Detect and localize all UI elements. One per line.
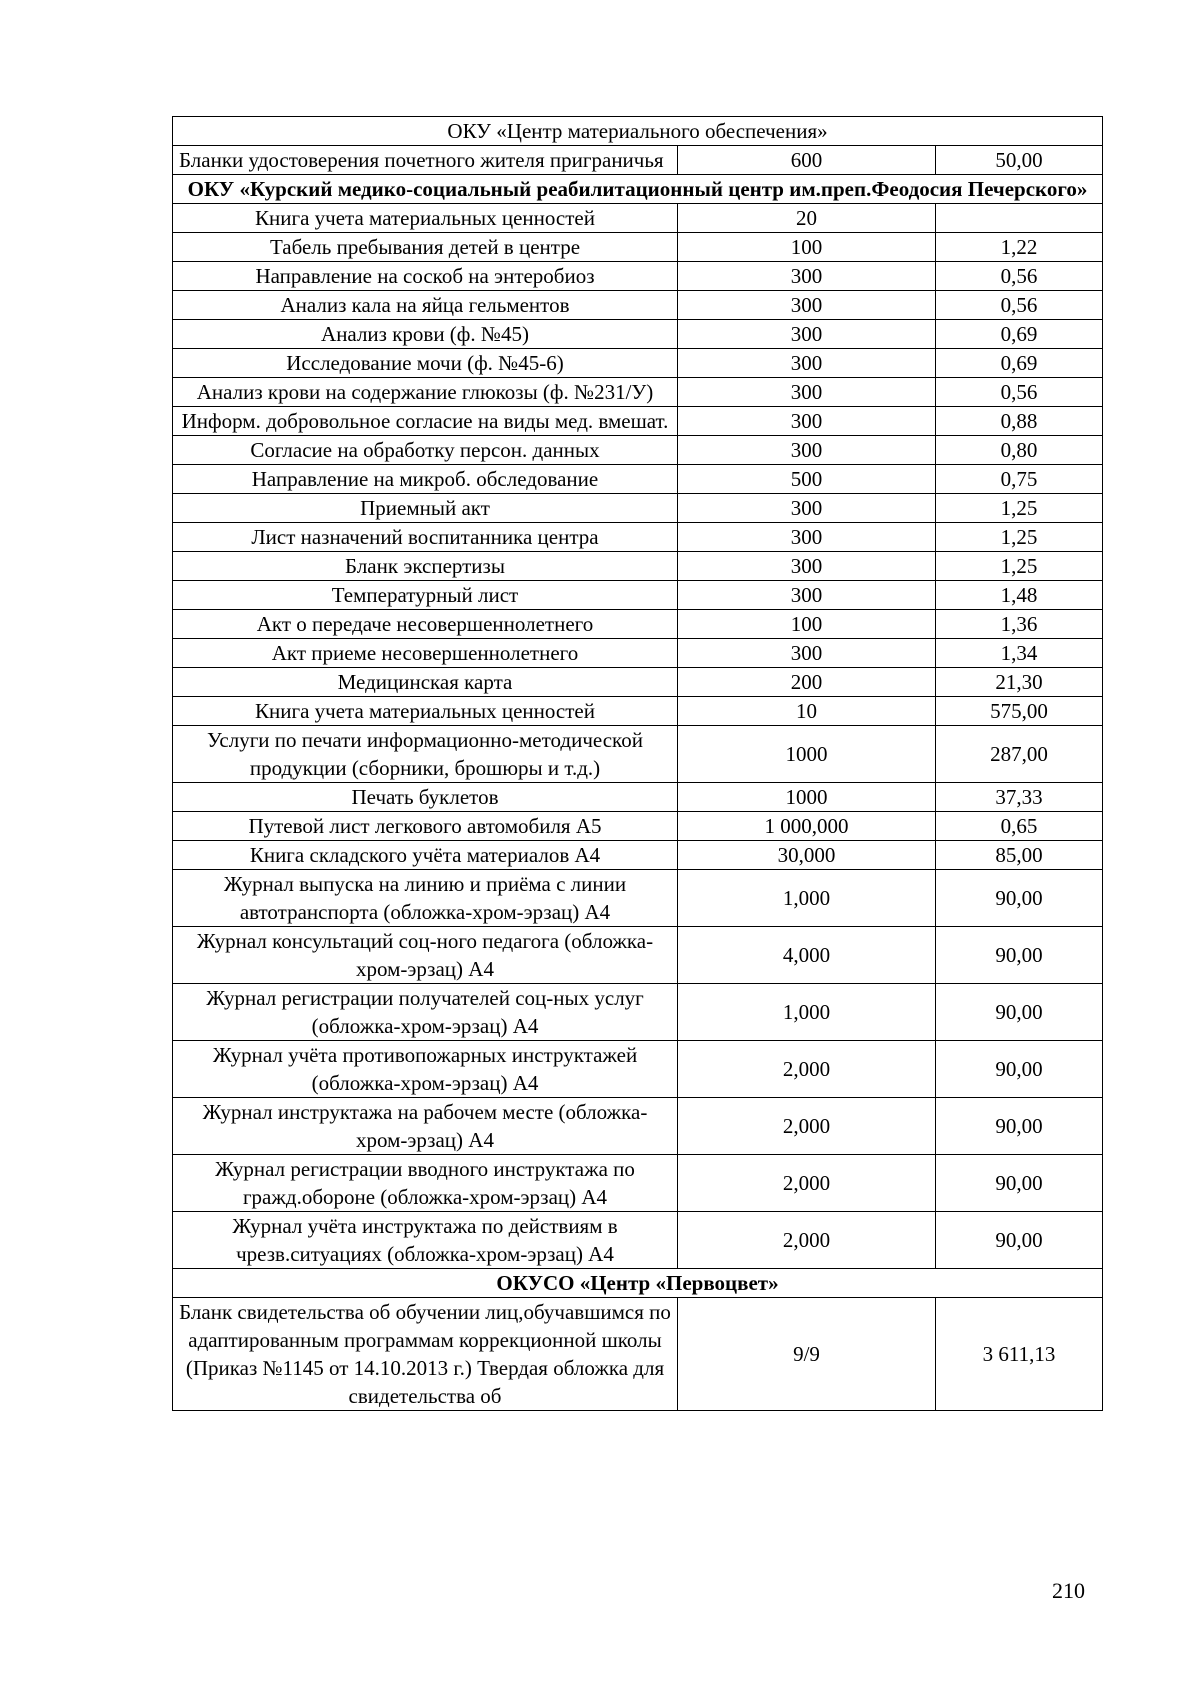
quantity-cell: 10 [678, 697, 936, 726]
item-name-cell: Журнал учёта противопожарных инструктажей (обложка-хром-эрзац) А4 [173, 1041, 678, 1098]
item-name-cell: Анализ крови (ф. №45) [173, 320, 678, 349]
table-row [173, 436, 1103, 465]
item-name-cell: Бланк свидетельства об обучении лиц,обучавшимся по адаптированным программам коррекционной школы (Приказ №1145 от 14.10.2013 г.) Твердая обложка для свидетельства об [173, 1298, 678, 1411]
quantity-cell: 2,000 [678, 1155, 936, 1212]
price-cell: 1,36 [936, 610, 1103, 639]
quantity-cell: 100 [678, 610, 936, 639]
table-row [173, 320, 1103, 349]
section-title: ОКУ «Курский медико-социальный реабилитационный центр им.преп.Феодосия Печерского» [173, 175, 1103, 204]
quantity-cell: 300 [678, 436, 936, 465]
item-name-cell: Температурный лист [173, 581, 678, 610]
price-cell: 90,00 [936, 1041, 1103, 1098]
table-body [173, 117, 1103, 1411]
price-cell: 90,00 [936, 984, 1103, 1041]
item-name-cell: Направление на соскоб на энтеробиоз [173, 262, 678, 291]
table-row [173, 812, 1103, 841]
table-row [173, 1098, 1103, 1155]
price-cell: 1,22 [936, 233, 1103, 262]
price-cell: 0,56 [936, 291, 1103, 320]
price-cell [936, 204, 1103, 233]
item-name-cell: Книга учета материальных ценностей [173, 697, 678, 726]
item-name-cell: Бланки удостоверения почетного жителя приграничья [173, 146, 678, 175]
section-title: ОКУ «Центр материального обеспечения» [173, 117, 1103, 146]
item-name-cell: Услуги по печати информационно-методической продукции (сборники, брошюры и т.д.) [173, 726, 678, 783]
price-cell: 0,56 [936, 378, 1103, 407]
item-name-cell: Бланк экспертизы [173, 552, 678, 581]
table-row [173, 262, 1103, 291]
price-cell: 0,75 [936, 465, 1103, 494]
quantity-cell: 300 [678, 320, 936, 349]
item-name-cell: Табель пребывания детей в центре [173, 233, 678, 262]
price-cell: 90,00 [936, 870, 1103, 927]
table-row [173, 494, 1103, 523]
price-cell: 21,30 [936, 668, 1103, 697]
item-name-cell: Медицинская карта [173, 668, 678, 697]
item-name-cell: Лист назначений воспитанника центра [173, 523, 678, 552]
table-row [173, 697, 1103, 726]
table-row [173, 1041, 1103, 1098]
price-cell: 0,88 [936, 407, 1103, 436]
table-row [173, 349, 1103, 378]
table-row [173, 146, 1103, 175]
item-name-cell: Анализ кала на яйца гельментов [173, 291, 678, 320]
table-row [173, 1155, 1103, 1212]
price-cell: 0,80 [936, 436, 1103, 465]
price-cell: 37,33 [936, 783, 1103, 812]
item-name-cell: Информ. добровольное согласие на виды мед. вмешат. [173, 407, 678, 436]
table-row [173, 870, 1103, 927]
item-name-cell: Журнал учёта инструктажа по действиям в чрезв.ситуациях (обложка-хром-эрзац) А4 [173, 1212, 678, 1269]
item-name-cell: Журнал регистрации вводного инструктажа по гражд.обороне (обложка-хром-эрзац) А4 [173, 1155, 678, 1212]
quantity-cell: 300 [678, 523, 936, 552]
quantity-cell: 200 [678, 668, 936, 697]
item-name-cell: Акт о передаче несовершеннолетнего [173, 610, 678, 639]
item-name-cell: Путевой лист легкового автомобиля А5 [173, 812, 678, 841]
table-row [173, 233, 1103, 262]
price-cell: 90,00 [936, 1155, 1103, 1212]
quantity-cell: 1,000 [678, 870, 936, 927]
table-row [173, 639, 1103, 668]
quantity-cell: 1000 [678, 726, 936, 783]
table-row [173, 1212, 1103, 1269]
price-cell: 3 611,13 [936, 1298, 1103, 1411]
price-cell: 50,00 [936, 146, 1103, 175]
quantity-cell: 100 [678, 233, 936, 262]
table-row [173, 204, 1103, 233]
price-cell: 575,00 [936, 697, 1103, 726]
section-header-row [173, 1269, 1103, 1298]
item-name-cell: Исследование мочи (ф. №45-6) [173, 349, 678, 378]
table-row [173, 841, 1103, 870]
item-name-cell: Анализ крови на содержание глюкозы (ф. №231/У) [173, 378, 678, 407]
table-row [173, 523, 1103, 552]
quantity-cell: 300 [678, 494, 936, 523]
price-cell: 85,00 [936, 841, 1103, 870]
section-header-row [173, 117, 1103, 146]
quantity-cell: 4,000 [678, 927, 936, 984]
quantity-cell: 300 [678, 552, 936, 581]
quantity-cell: 2,000 [678, 1041, 936, 1098]
price-cell: 1,25 [936, 494, 1103, 523]
price-cell: 287,00 [936, 726, 1103, 783]
table-row [173, 726, 1103, 783]
item-name-cell: Книга складского учёта материалов А4 [173, 841, 678, 870]
quantity-cell: 2,000 [678, 1098, 936, 1155]
document-table [172, 116, 1103, 1411]
price-cell: 90,00 [936, 1212, 1103, 1269]
item-name-cell: Книга учета материальных ценностей [173, 204, 678, 233]
table-row [173, 407, 1103, 436]
item-name-cell: Журнал консультаций соц-ного педагога (обложка-хром-эрзац) А4 [173, 927, 678, 984]
item-name-cell: Приемный акт [173, 494, 678, 523]
quantity-cell: 2,000 [678, 1212, 936, 1269]
price-cell: 0,69 [936, 320, 1103, 349]
section-title: ОКУСО «Центр «Первоцвет» [173, 1269, 1103, 1298]
quantity-cell: 30,000 [678, 841, 936, 870]
quantity-cell: 20 [678, 204, 936, 233]
quantity-cell: 1,000 [678, 984, 936, 1041]
item-name-cell: Журнал инструктажа на рабочем месте (обложка-хром-эрзац) А4 [173, 1098, 678, 1155]
quantity-cell: 9/9 [678, 1298, 936, 1411]
quantity-cell: 300 [678, 407, 936, 436]
price-cell: 1,34 [936, 639, 1103, 668]
item-name-cell: Журнал регистрации получателей соц-ных услуг (обложка-хром-эрзац) А4 [173, 984, 678, 1041]
table-row [173, 1298, 1103, 1411]
price-cell: 0,69 [936, 349, 1103, 378]
table-row [173, 668, 1103, 697]
table-row [173, 783, 1103, 812]
price-cell: 1,25 [936, 523, 1103, 552]
quantity-cell: 300 [678, 291, 936, 320]
table-row [173, 984, 1103, 1041]
price-cell: 90,00 [936, 1098, 1103, 1155]
price-cell: 1,48 [936, 581, 1103, 610]
price-cell: 0,56 [936, 262, 1103, 291]
item-name-cell: Акт приеме несовершеннолетнего [173, 639, 678, 668]
section-header-row [173, 175, 1103, 204]
item-name-cell: Согласие на обработку персон. данных [173, 436, 678, 465]
price-cell: 1,25 [936, 552, 1103, 581]
table-row [173, 581, 1103, 610]
table-row [173, 465, 1103, 494]
quantity-cell: 1000 [678, 783, 936, 812]
quantity-cell: 300 [678, 349, 936, 378]
table-row [173, 610, 1103, 639]
quantity-cell: 300 [678, 378, 936, 407]
quantity-cell: 300 [678, 639, 936, 668]
quantity-cell: 1 000,000 [678, 812, 936, 841]
table-row [173, 378, 1103, 407]
quantity-cell: 600 [678, 146, 936, 175]
item-name-cell: Печать буклетов [173, 783, 678, 812]
price-cell: 90,00 [936, 927, 1103, 984]
quantity-cell: 300 [678, 262, 936, 291]
price-cell: 0,65 [936, 812, 1103, 841]
quantity-cell: 500 [678, 465, 936, 494]
quantity-cell: 300 [678, 581, 936, 610]
item-name-cell: Направление на микроб. обследование [173, 465, 678, 494]
page-number: 210 [1052, 1578, 1085, 1603]
table-row [173, 927, 1103, 984]
table-row [173, 291, 1103, 320]
table-row [173, 552, 1103, 581]
item-name-cell: Журнал выпуска на линию и приёма с линии автотранспорта (обложка-хром-эрзац) А4 [173, 870, 678, 927]
